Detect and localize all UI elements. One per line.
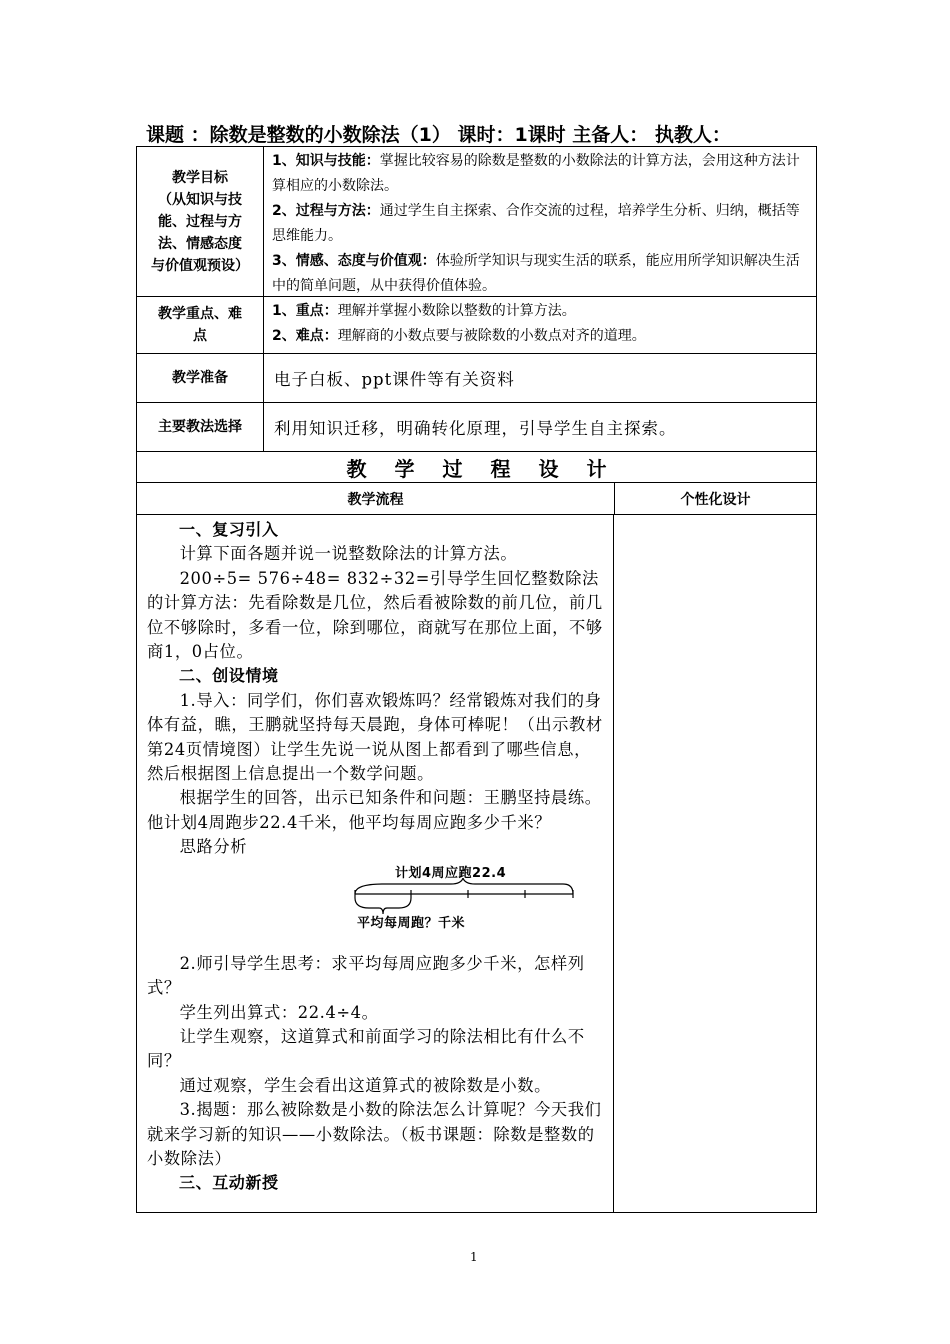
- key-points-content: [264, 297, 816, 353]
- paragraph: 通过观察，学生会看出这道算式的被除数是小数。: [179, 1075, 551, 1095]
- line-segment-diagram: [147, 860, 605, 952]
- goals-row: [137, 147, 816, 297]
- lesson-title: 课题 ：除数是整数的小数除法（1） 课时：1课时 主备人： 执教人：: [146, 124, 731, 146]
- paragraph: 2.师引导学生思考：求平均每周应跑多少千米，怎样列式？: [147, 953, 585, 998]
- col-flow-header: 教学流程: [137, 483, 615, 514]
- paragraph: 计算下面各题并说一说整数除法的计算方法。: [179, 544, 518, 564]
- diagram-total-label: 计划4周应跑22.4: [395, 865, 507, 881]
- paragraph: 200÷5= 576÷48= 832÷32=引导学生回忆整数除法的计算方法：先看除数是几位，然后看被除数的前几位，前几位不够除时，多看一位，除到哪位，商就写在那位上面，不够商1，0占位。: [147, 568, 603, 662]
- key-points-label: 教学重点、难点: [137, 297, 264, 353]
- goals-label-line: 教学目标: [172, 169, 228, 186]
- preparation-value: 电子白板、ppt课件等有关资料: [274, 370, 515, 389]
- key-points-row: [137, 297, 816, 354]
- paragraph: 学生列出算式：22.4÷4。: [179, 1002, 379, 1022]
- preparation-label: 教学准备: [137, 354, 264, 402]
- design-body: [137, 515, 816, 1212]
- paragraph: 根据学生的回答，出示已知条件和问题：王鹏坚持晨练。他计划4周跑步22.4千米，他平均每周应跑多少千米？: [147, 788, 602, 832]
- goals-label: [137, 147, 264, 296]
- goals-label-line: 能、过程与方: [158, 213, 242, 230]
- section-heading: 三、互动新授: [179, 1173, 279, 1193]
- goal-item: 2、过程与方法：通过学生自主探索、合作交流的过程，培养学生分析、归纳，概括等思维能力。: [272, 203, 800, 244]
- goals-content: [264, 147, 816, 296]
- design-heading: 教学过程设计: [137, 452, 816, 483]
- page-number: 1: [470, 1250, 478, 1264]
- paragraph: 思路分析: [179, 837, 248, 857]
- col-personal-header: 个性化设计: [680, 491, 751, 508]
- method-label: 主要教法选择: [137, 403, 264, 451]
- goal-item: 1、知识与技能：掌握比较容易的除数是整数的小数除法的计算方法，会用这种方法计算相应的小数除法。: [272, 153, 800, 194]
- paragraph: 1.导入：同学们，你们喜欢锻炼吗？经常锻炼对我们的身体有益，瞧，王鹏就坚持每天晨跑，身体可棒呢！（出示教材第24页情境图）让学生先说一说从图上都看到了哪些信息，然后根据图上信息提出一个数学问题。: [147, 690, 603, 784]
- goals-label-line: 与价值观预设）: [151, 257, 249, 274]
- personalized-design-cell: [614, 515, 816, 1212]
- segment-brace-graphic: [343, 878, 583, 914]
- section-heading: 一、复习引入: [179, 520, 279, 539]
- paragraph: 让学生观察，这道算式和前面学习的除法相比有什么不同？: [147, 1026, 585, 1071]
- diagram-part-label: 平均每周跑？千米: [357, 915, 466, 931]
- paragraph: 3.揭题：那么被除数是小数的除法怎么计算呢？今天我们就来学习新的知识——小数除法。（板书课题：除数是整数的小数除法）: [147, 1100, 602, 1168]
- goal-item: 3、情感、态度与价值观：体验所学知识与现实生活的联系，能应用所学知识解决生活中的简单问题，从中获得价值体验。: [272, 253, 800, 294]
- preparation-row: [137, 354, 816, 403]
- goals-label-line: 法、情感态度: [158, 235, 242, 252]
- column-header: [137, 483, 816, 515]
- method-row: [137, 403, 816, 452]
- goals-label-line: （从知识与技: [158, 191, 242, 208]
- key-point-item: 2、难点：理解商的小数点要与被除数的小数点对齐的道理。: [272, 328, 646, 344]
- section-heading: 二、创设情境: [179, 666, 279, 686]
- teaching-flow: [137, 515, 614, 1212]
- lesson-plan-table: [136, 146, 817, 1213]
- method-value: 利用知识迁移，明确转化原理，引导学生自主探索。: [274, 419, 677, 438]
- key-point-item: 1、重点：理解并掌握小数除以整数的计算方法。: [272, 303, 576, 319]
